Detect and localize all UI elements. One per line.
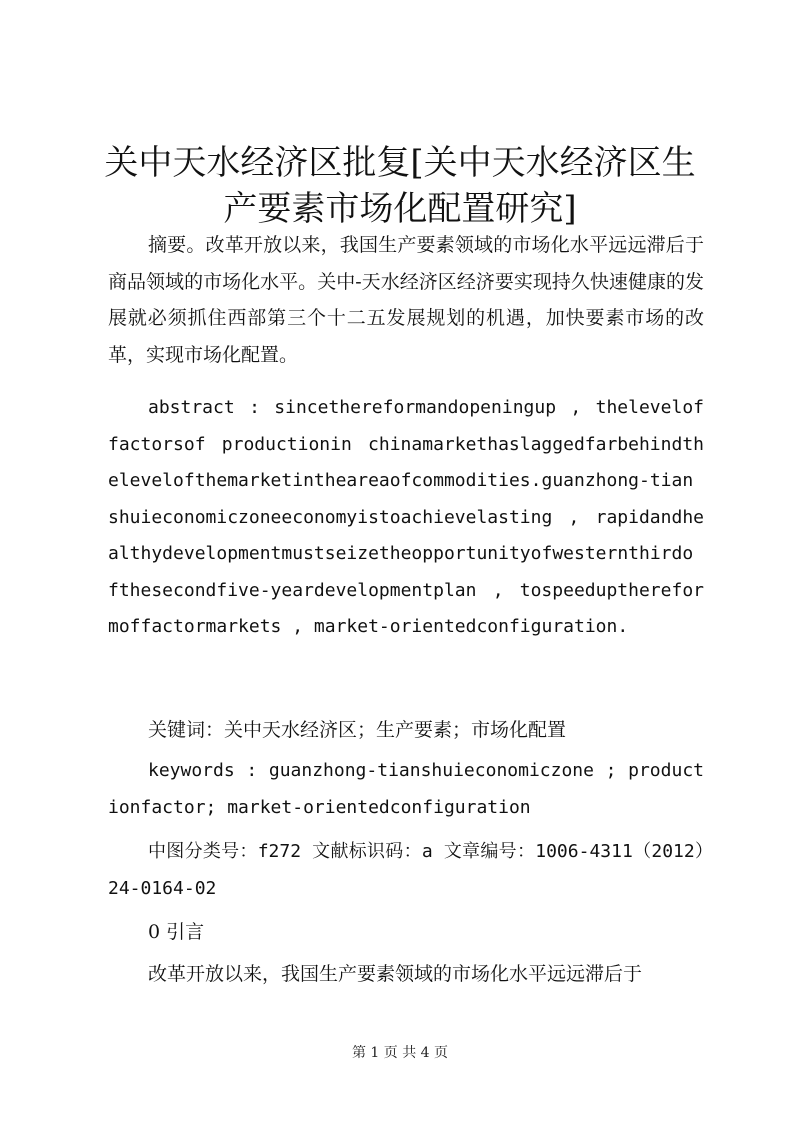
english-abstract: abstract : sincethereformandopeningup , thelevelof factorsof productionin chinamarkethaslaggedfarbehindthelevelofthemarketintheareaofcommodities.guanzhong-tianshuieconomiczoneeconomyistoachievelasting , rapidandhealthydevelopmentmustseizetheopportunityofwesternthirdofthesecondfive-yeardevelopmentplan , tospeedupthereformoffactormarkets , market-orientedconfiguration.	[108, 397, 704, 637]
classification-line: 中图分类号：f272 文献标识码：a 文章编号：1006-4311（2012）24-0164-02	[108, 841, 704, 899]
document-title: 关中天水经济区批复[关中天水经济区生产要素市场化配置研究]	[104, 143, 696, 229]
english-keywords: keywords : guanzhong-tianshuieconomiczone ; productionfactor; market-orientedconfiguration	[108, 760, 704, 818]
chinese-keywords: 关键词：关中天水经济区；生产要素；市场化配置	[148, 719, 567, 741]
body-text: 改革开放以来，我国生产要素领域的市场化水平远远滞后于	[148, 963, 643, 985]
section-heading: 0 引言	[148, 921, 205, 943]
page-footer: 第 1 页 共 4 页	[351, 1045, 449, 1061]
chinese-abstract: 摘要。改革开放以来，我国生产要素领域的市场化水平远远滞后于商品领域的市场化水平。关中-天水经济区经济要实现持久快速健康的发展就必须抓住西部第三个十二五发展规划的机遇，加快要素市场的改革，实现市场化配置。	[108, 234, 704, 366]
